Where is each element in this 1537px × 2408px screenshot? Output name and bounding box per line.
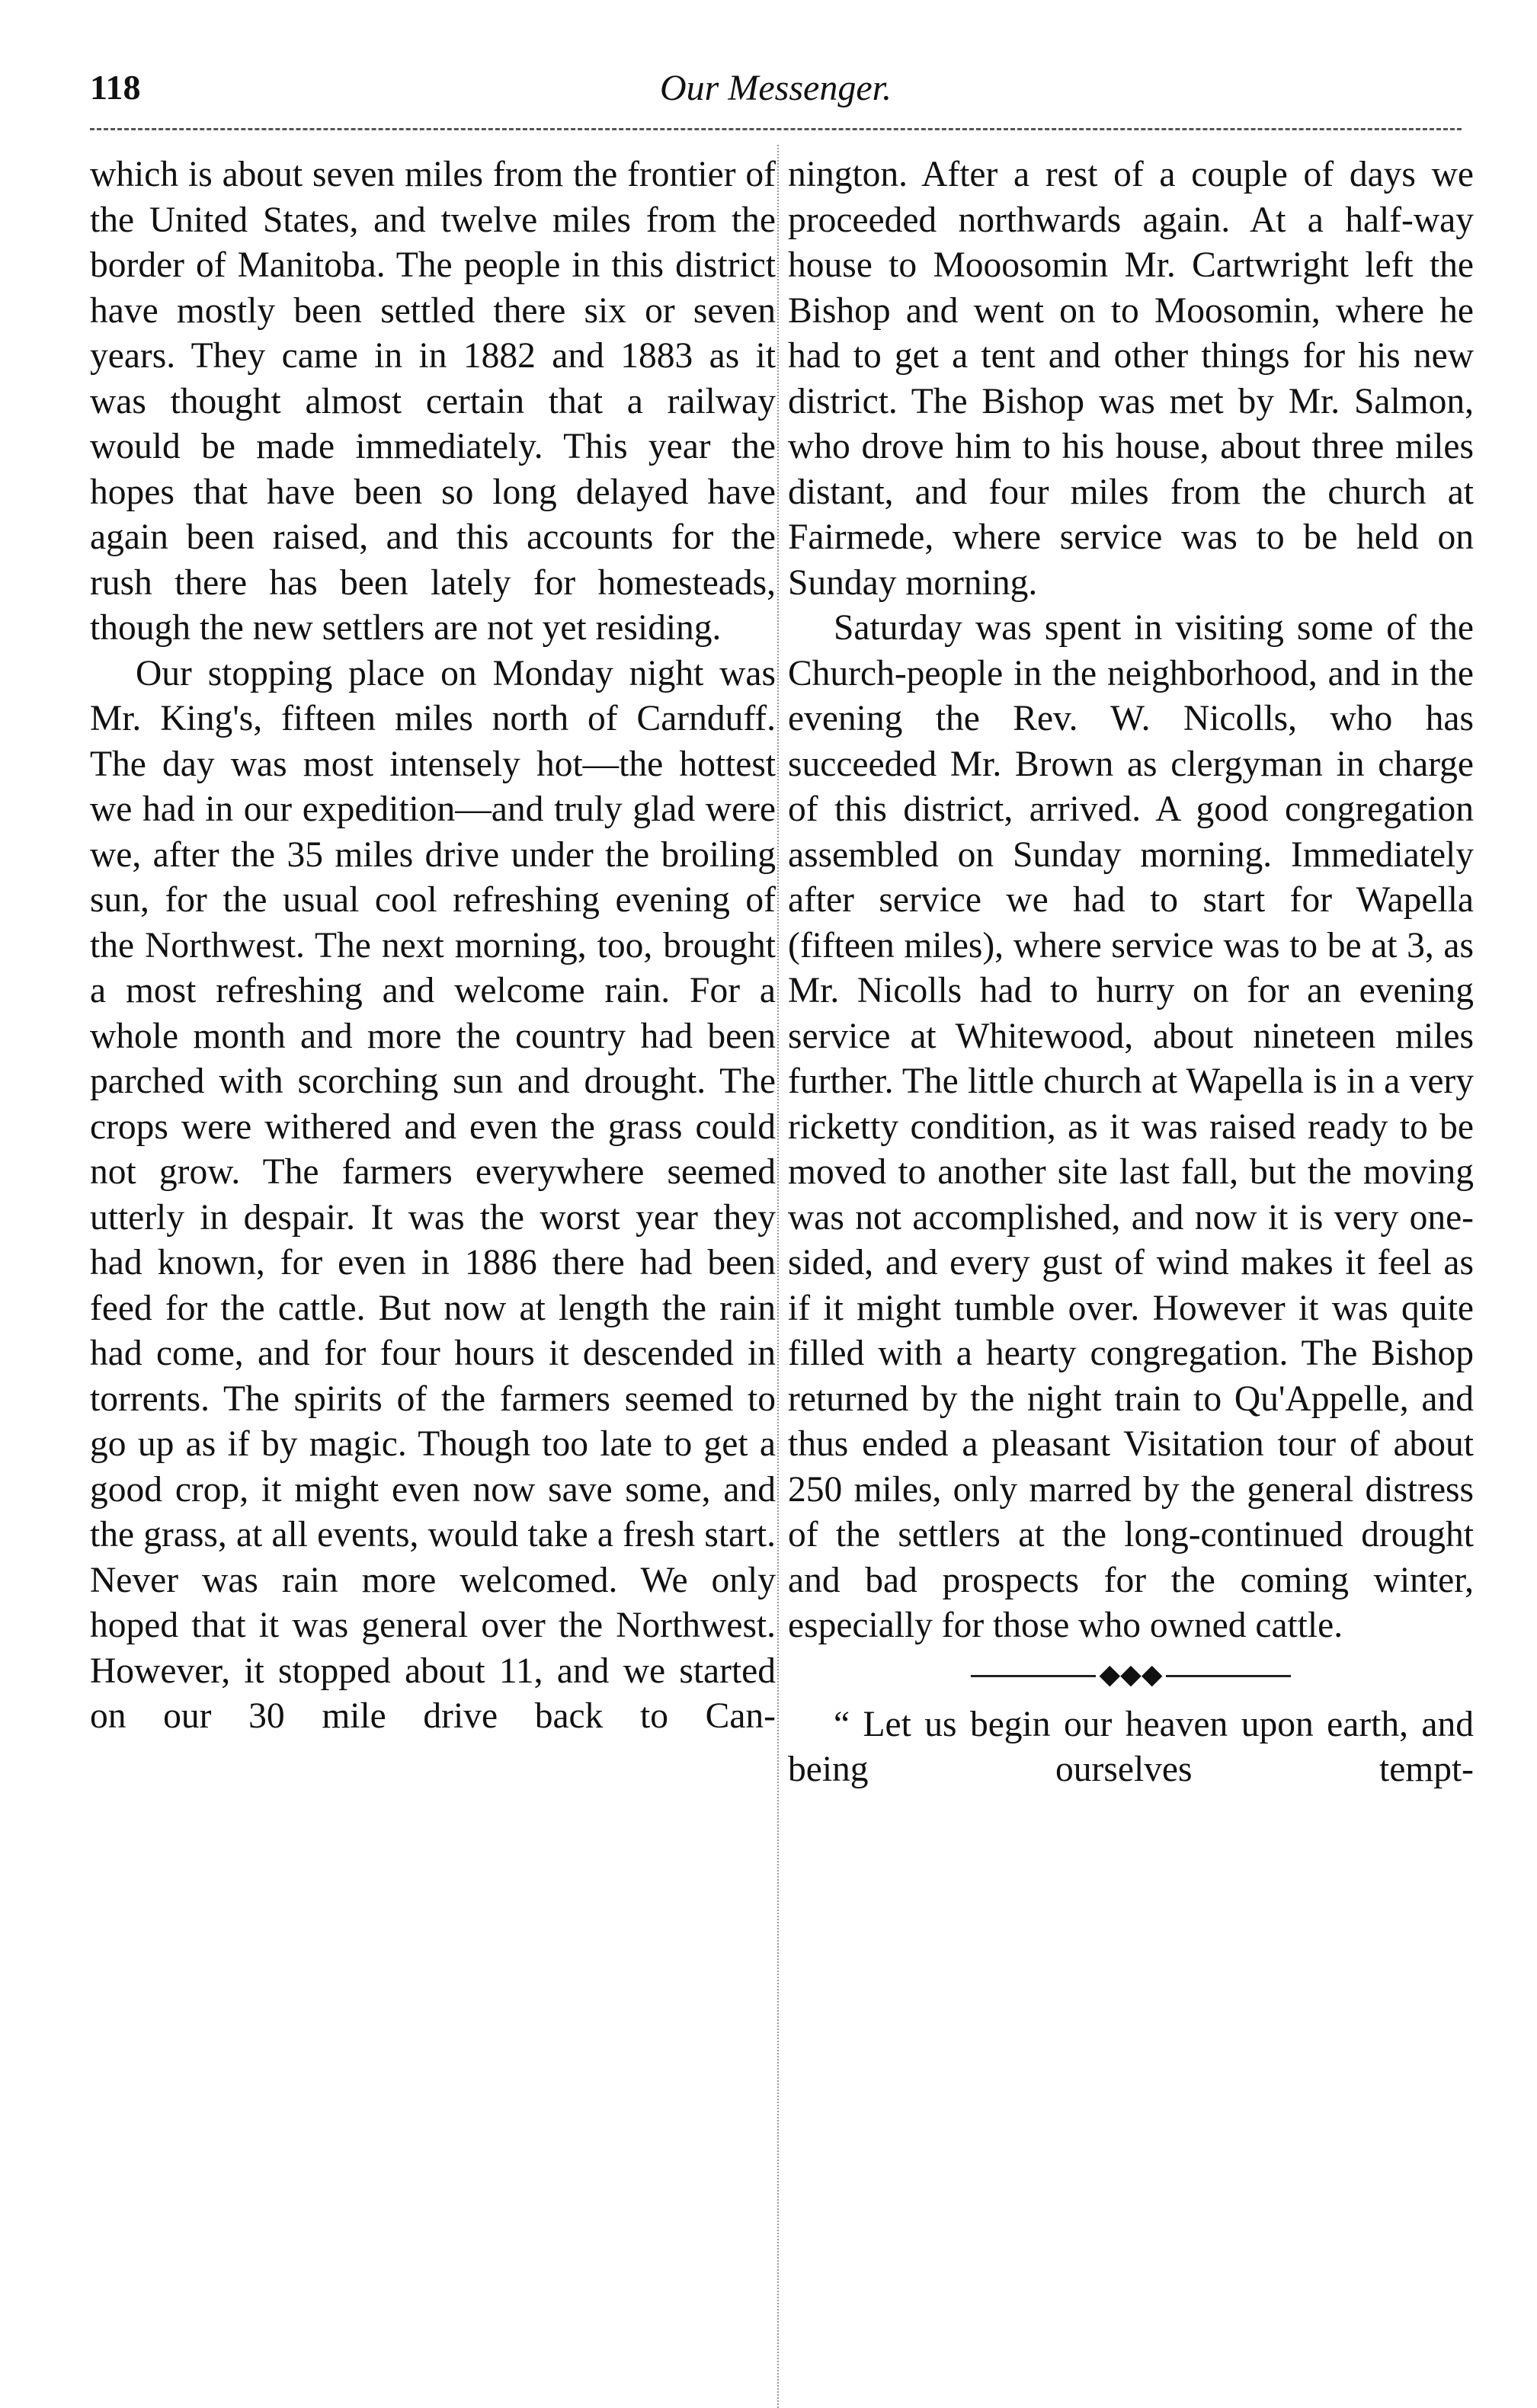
page-header xyxy=(90,67,1462,120)
right-column xyxy=(788,152,1474,1793)
diamond-ornament-icon xyxy=(788,1658,1474,1692)
paragraph-quote: “ Let us begin our heaven upon earth, and being ourselves tempt- xyxy=(788,1704,1474,1789)
section-ornament xyxy=(788,1649,1474,1702)
paragraph-stopping-place: Our stopping place on Monday night was Mr. King's, fifteen miles north of Carnduff. The day was most intensely hot—the hottest we had in our expedition—and truly glad were we, after the 35 miles drive under the broiling sun, for the usual cool refreshing evening of the Northwest. The next morning, too, brought a most refreshing and welcome rain. For a whole month and more the country had been parched with scorching sun and drought. The crops were withered and even the grass could not grow. The farmers everywhere seemed utterly in despair. It was the worst year they had known, for even in 1886 there had been feed for the cattle. But now at length the rain had come, and for four hours it descended in torrents. The spirits of the farmers seemed to go up as if by magic. Though too late to get a good crop, it might even now save some, and the grass, at all events, would take a fresh start. Never was rain more welcomed. We only hoped that it was general over the Northwest. However, it stopped about 11, and we started on our 30 mile drive back to Can- xyxy=(90,653,776,1736)
page-number: 118 xyxy=(90,68,141,107)
header-rule xyxy=(90,128,1462,130)
left-column xyxy=(90,152,776,1740)
paragraph-saturday: Saturday was spent in visiting some of the Church-people in the neighborhood, and in the evening the Rev. W. Nicolls, who has succeeded Mr. Brown as clergyman in charge of this district, arrived. A good congregation assembled on Sunday morning. Immediately after service we had to start for Wapella (fifteen miles), where service was to be at 3, as Mr. Nicolls had to hurry on for an evening service at Whitewood, about nineteen miles further. The little church at Wapella is in a very ricketty condition, as it was raised ready to be moved to another site last fall, but the moving was not accomplished, and now it is very one-sided, and every gust of wind makes it feel as if it might tumble over. However it was quite filled with a hearty congregation. The Bishop returned by the night train to Qu'Appelle, and thus ended a pleasant Visitation tour of about 250 miles, only marred by the general distress of the settlers at the long-continued drought and bad prospects for the coming winter, especially for those who owned cattle. xyxy=(788,608,1474,1645)
paragraph-continued: which is about seven miles from the frontier of the United States, and twelve miles from the border of Manitoba. The people in this district have mostly been settled there six or seven years. They came in in 1882 and 1883 as it was thought almost certain that a railway would be made immediately. This year the hopes that have been so long delayed have again been raised, and this accounts for the rush there has been lately for homesteads, though the new settlers are not yet residing. xyxy=(90,155,776,648)
running-title: Our Messenger. xyxy=(660,68,892,108)
ornament-glyph-text: ◆◆◆ xyxy=(1096,1659,1165,1690)
paragraph-nington: nington. After a rest of a couple of days we proceeded northwards again. At a half-way house to Mooosomin Mr. Cartwright left the Bishop and went on to Moosomin, where he had to get a tent and other things for his new district. The Bishop was met by Mr. Salmon, who drove him to his house, about three miles distant, and four miles from the church at Fairmede, where service was to be held on Sunday morning. xyxy=(788,155,1474,603)
column-divider xyxy=(777,145,779,2408)
